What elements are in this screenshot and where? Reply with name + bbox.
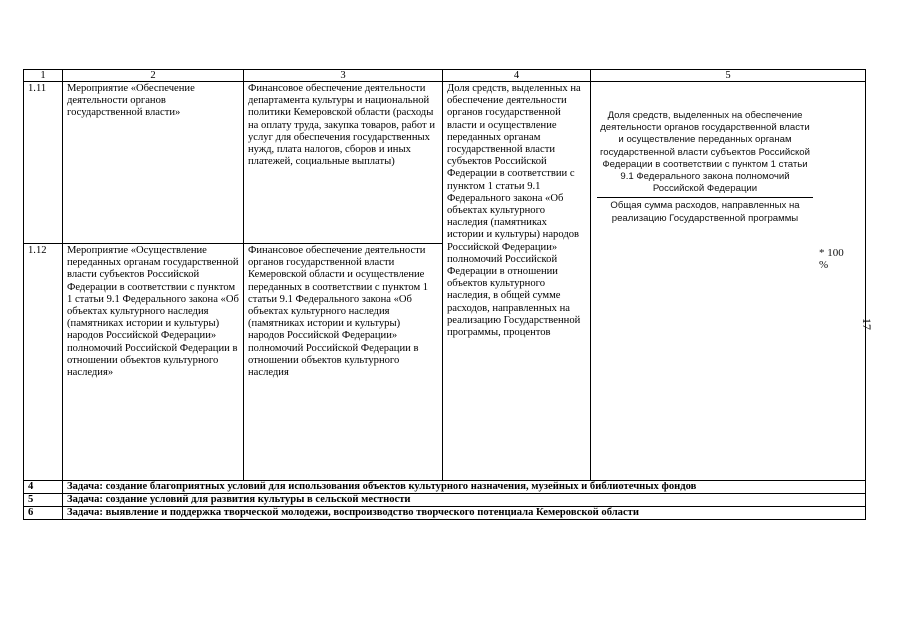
header-cell-3: 3 [244,70,443,82]
header-cell-4: 4 [443,70,591,82]
task-row [24,481,866,494]
task-number: 6 [24,507,63,520]
header-row [24,70,866,82]
formula-multiplier: * 100 % [819,247,844,272]
fraction-bar [597,197,813,198]
indicator-cell: Доля средств, выделенных на обеспечение деятельности органов государственной власти и осуществление переданных органам государственной власти субъектов Российской Федерации в соответствии с пунктом 1 статьи 9.1 Федерального закона «Об объектах культурного наследия (памятниках истории и культуры) народов Российской Федерации» полномочий Российской Федерации в отношении объектов культурного наследия, в общей сумме расходов, направленных на реализацию Государственной программы, процентов [443,82,591,481]
header-cell-2: 2 [63,70,244,82]
task-row [24,507,866,520]
indicator-table [23,69,866,520]
event-cell: Мероприятие «Осуществление переданных органам государственной власти субъектов Российской Федерации в соответствии с пунктом 1 статьи 9.1 Федерального закона «Об объектах культурного наследия (памятниках истории и культуры) народов Российской Федерации» полномочий Российской Федерации в отношении объектов культурного наследия» [63,244,244,481]
row-number: 1.12 [24,244,63,481]
task-text: Задача: создание условий для развития культуры в сельской местности [63,494,866,507]
task-text: Задача: выявление и поддержка творческой молодежи, воспроизводство творческого потенциала Кемеровской области [63,507,866,520]
calculation-formula [597,110,853,272]
page-number: 17 [860,318,874,330]
task-number: 4 [24,481,63,494]
task-number: 5 [24,494,63,507]
task-text: Задача: создание благоприятных условий для использования объектов культурного назначения, музейных и библиотечных фондов [63,481,866,494]
event-cell: Мероприятие «Обеспечение деятельности органов государственной власти» [63,82,244,244]
formula-numerator: Доля средств, выделенных на обеспечение деятельности органов государственной власти и осуществление переданных органам государственной власти субъектов Российской Федерации в соответствии с пунктом 1 статьи 9.1 Федерального закона полномочий Российской Федерации [600,110,810,195]
table-row [24,82,866,244]
row-number: 1.11 [24,82,63,244]
funding-cell: Финансовое обеспечение деятельности департамента культуры и национальной политики Кемеровской области (расходы на оплату труда, закупка товаров, работ и услуг для обеспечения государственных нужд, плата налогов, сборов и иных платежей, социальные выплаты) [244,82,443,244]
task-row [24,494,866,507]
header-cell-1: 1 [24,70,63,82]
formula-denominator: Общая сумма расходов, направленных на реализацию Государственной программы [610,200,800,224]
header-cell-5: 5 [591,70,866,82]
formula-cell [591,82,866,481]
funding-cell: Финансовое обеспечение деятельности органов государственной власти Кемеровской области и осуществление переданных в соответствии с пунктом 1 статьи 9.1 Федерального закона «Об объектах культурного наследия (памятниках истории и культуры) народов Российской Федерации» полномочий Российской Федерации в отношении объектов культурного наследия [244,244,443,481]
